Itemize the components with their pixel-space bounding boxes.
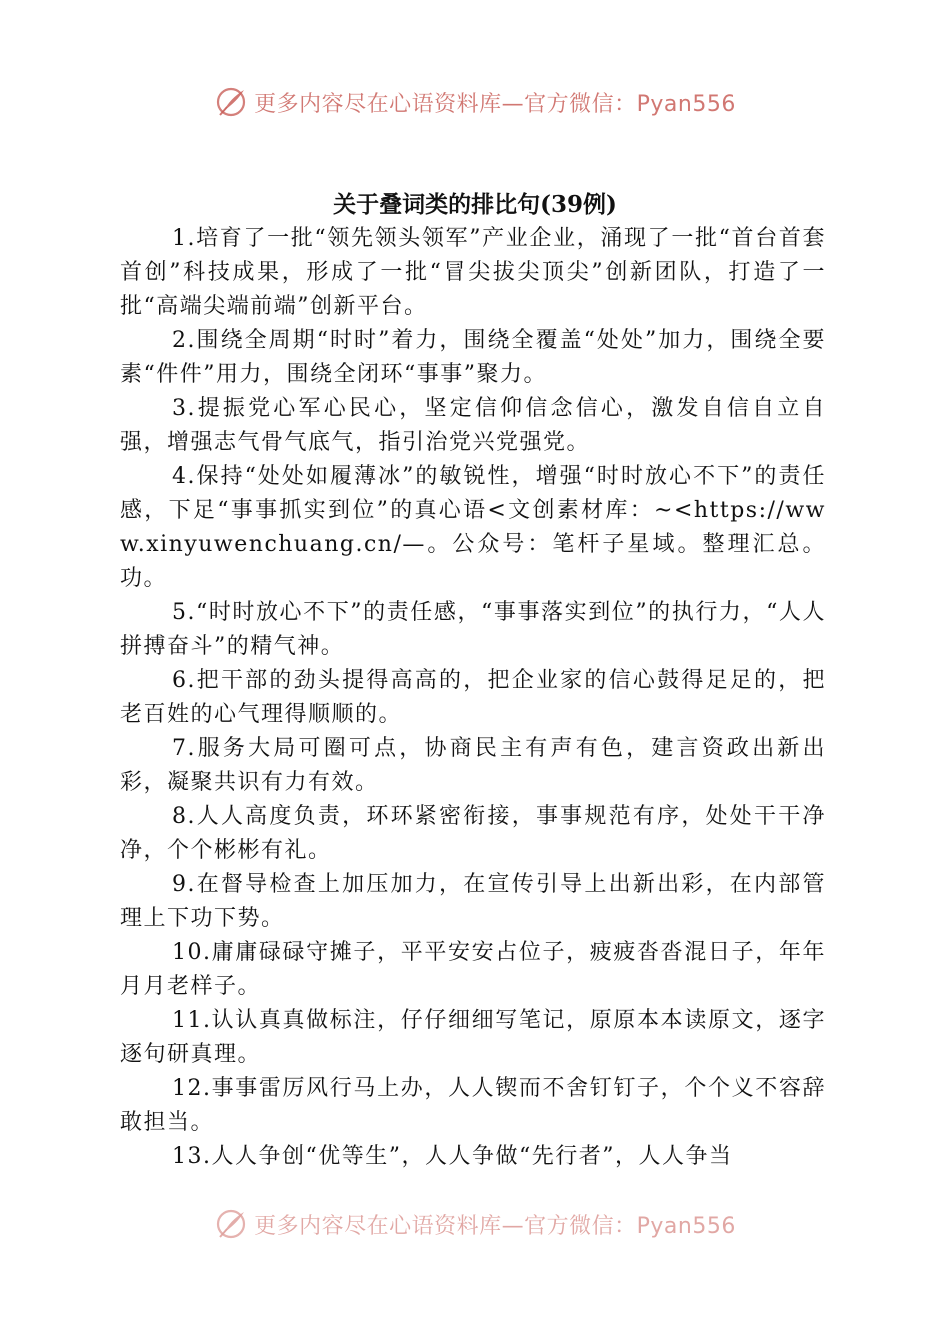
document-body	[120, 222, 826, 1202]
paragraph-6: 6.把干部的劲头提得高高的，把企业家的信心鼓得足足的，把老百姓的心气理得顺顺的。	[120, 668, 826, 727]
paragraph-4: 4.保持“处处如履薄冰”的敏锐性，增强“时时放心不下”的责任感，下足“事事抓实到位”的真心语<文创素材库：~<https://www.xinyuwenchuang.cn/—。公众号：笔杆子星域。整理汇总。功。	[120, 464, 826, 591]
paragraph-8: 8.人人高度负责，环环紧密衔接，事事规范有序，处处干干净净，个个彬彬有礼。	[120, 804, 826, 863]
paragraph-12: 12.事事雷厉风行马上办，人人锲而不舍钉钉子，个个义不容辞敢担当。	[120, 1076, 826, 1135]
header-watermark	[0, 82, 950, 122]
paragraph-7: 7.服务大局可圈可点，协商民主有声有色，建言资政出新出彩，凝聚共识有力有效。	[120, 736, 826, 795]
paragraph-1: 1.培育了一批“领先领头领军”产业企业，涌现了一批“首台首套首创”科技成果，形成了一批“冒尖拔尖顶尖”创新团队，打造了一批“高端尖端前端”创新平台。	[120, 226, 826, 319]
quill-logo-icon	[214, 1207, 248, 1241]
paragraph-13: 13.人人争创“优等生”，人人争做“先行者”，人人争当	[172, 1144, 733, 1169]
watermark-text: 更多内容尽在心语资料库—官方微信：Pyan556	[254, 91, 736, 117]
paragraph-2: 2.围绕全周期“时时”着力，围绕全覆盖“处处”加力，围绕全要素“件件”用力，围绕全闭环“事事”聚力。	[120, 328, 826, 387]
paragraph-11: 11.认认真真做标注，仔仔细细写笔记，原原本本读原文，逐字逐句研真理。	[120, 1008, 826, 1067]
paragraph-9: 9.在督导检查上加压加力，在宣传引导上出新出彩，在内部管理上下功下势。	[120, 872, 826, 931]
paragraph-3: 3.提振党心军心民心，坚定信仰信念信心，激发自信自立自强，增强志气骨气底气，指引治党兴党强党。	[120, 396, 826, 455]
paragraph-5: 5.“时时放心不下”的责任感，“事事落实到位”的执行力，“人人拼搏奋斗”的精气神。	[120, 600, 826, 659]
paragraph-10: 10.庸庸碌碌守摊子，平平安安占位子，疲疲沓沓混日子，年年月月老样子。	[120, 940, 826, 999]
document-title: 关于叠词类的排比句(39例)	[333, 191, 617, 218]
watermark-text: 更多内容尽在心语资料库—官方微信：Pyan556	[254, 1213, 736, 1239]
footer-watermark	[0, 1204, 950, 1244]
quill-logo-icon	[214, 85, 248, 119]
